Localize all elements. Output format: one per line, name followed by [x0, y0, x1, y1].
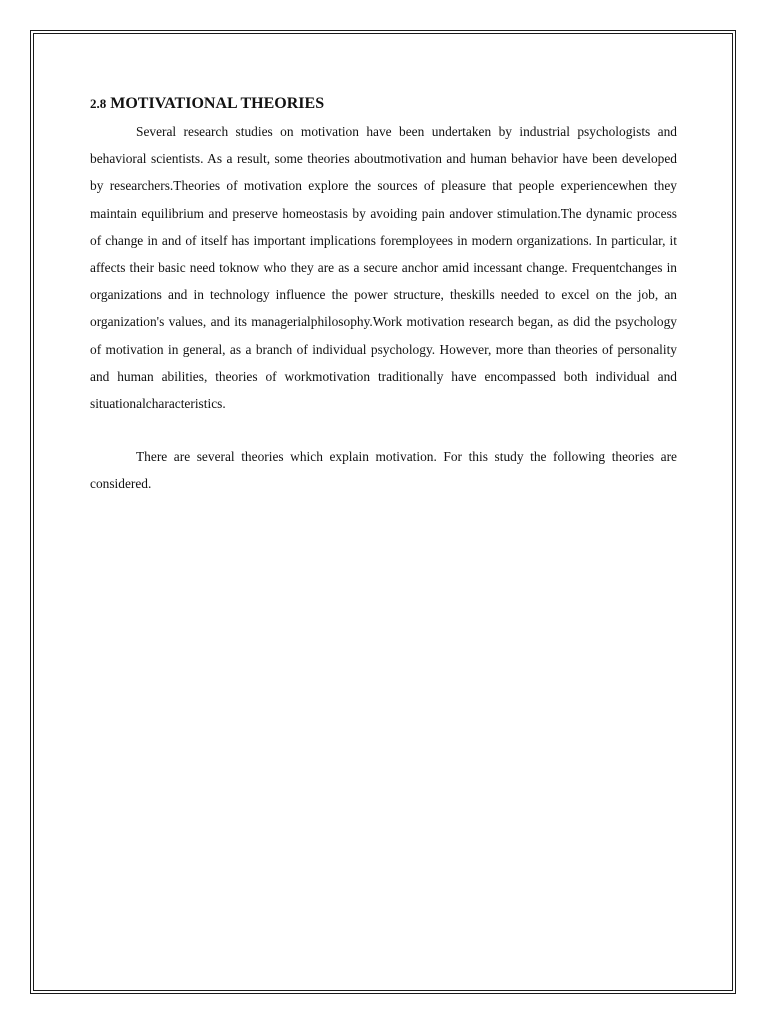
- paragraph-theories: There are several theories which explain motivation. For this study the following theories are considered.: [90, 449, 677, 492]
- section-heading: [90, 90, 677, 118]
- section-title: MOTIVATIONAL THEORIES: [110, 95, 325, 112]
- paragraph-intro: Several research studies on motivation have been undertaken by industrial psychologists and behavioral scientists. As a result, some theories aboutmotivation and human behavior have been developed by researchers.Theories of motivation explore the sources of pleasure that people experiencewhen they maintain equilibrium and preserve homeostasis by avoiding pain andover stimulation.The dynamic process of change in and of itself has important implications foremployees in modern organizations. In particular, it affects their basic need toknow who they are as a secure anchor amid incessant change. Frequentchanges in organizations and in technology influence the power structure, theskills needed to excel on the job, an organization's values, and its managerialphilosophy.Work motivation research began, as did the psychology of motivation in general, as a branch of individual psychology. However, more than theories of personality and human abilities, theories of workmotivation traditionally have encompassed both individual and situationalcharacteristics.: [90, 124, 677, 412]
- document-content: [90, 90, 677, 498]
- section-number: 2.8: [90, 96, 107, 111]
